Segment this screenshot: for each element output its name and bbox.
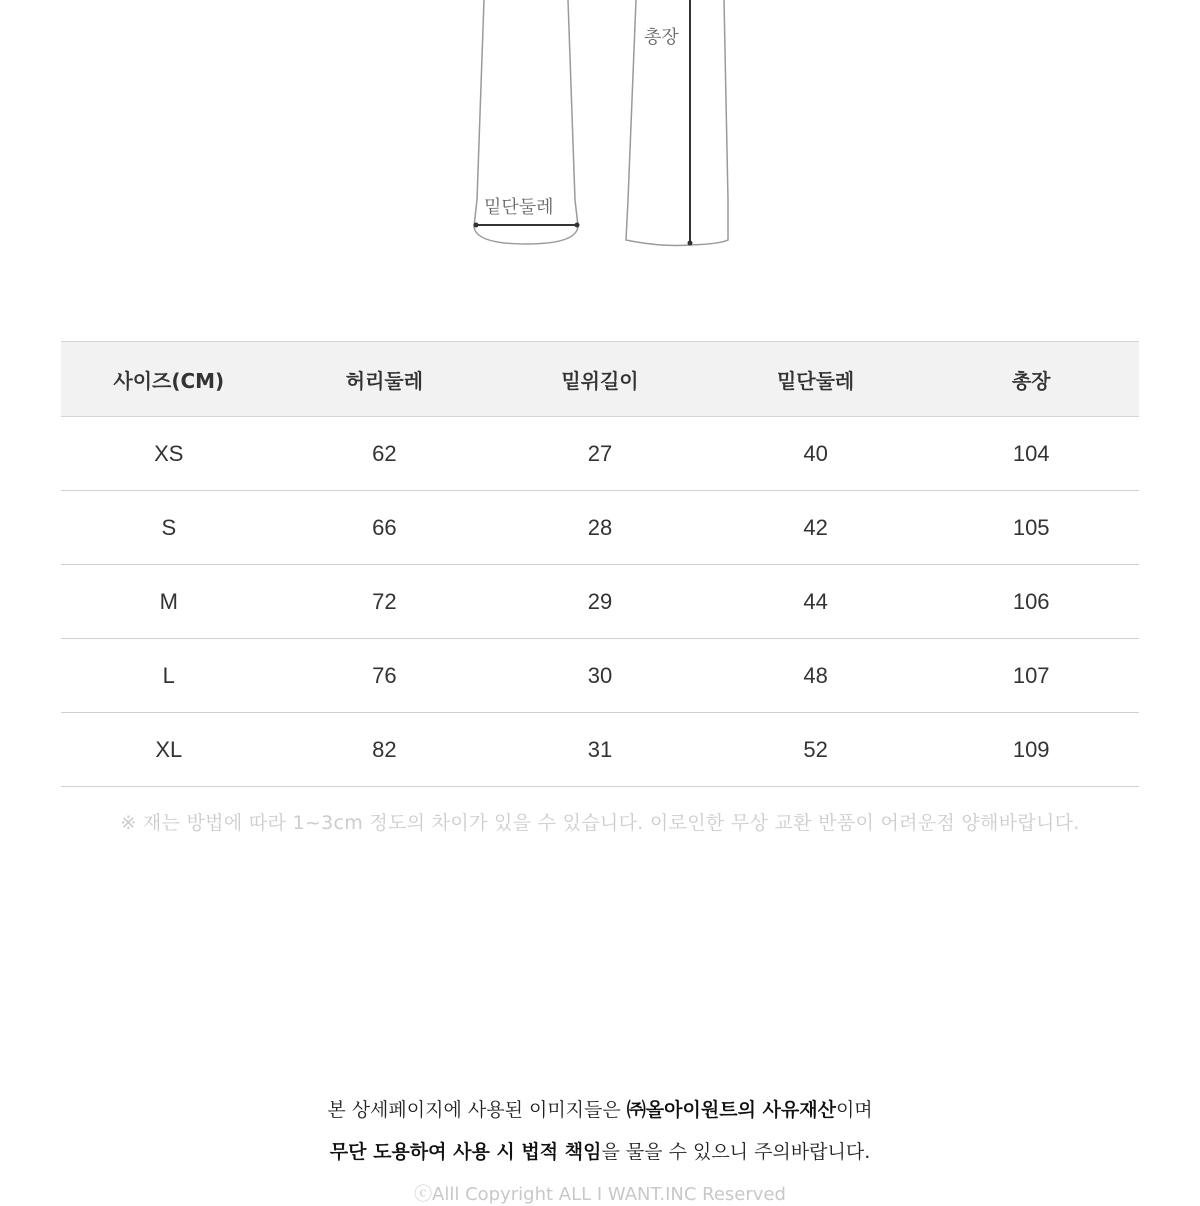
notice-bold-text: ㈜올아이원트의 사유재산 [626, 1099, 836, 1121]
cell-rise: 27 [492, 417, 708, 491]
cell-size: XL [61, 713, 277, 787]
cell-size: M [61, 565, 277, 639]
cell-length: 107 [923, 639, 1139, 713]
cell-length: 106 [923, 565, 1139, 639]
header-hem: 밑단둘레 [708, 342, 924, 417]
notice-text: 을 물을 수 있으니 주의바랍니다. [601, 1141, 871, 1163]
notice-text: 본 상세페이지에 사용된 이미지들은 [327, 1099, 627, 1121]
table-header-row [61, 342, 1139, 417]
header-waist: 허리둘레 [277, 342, 493, 417]
cell-hem: 40 [708, 417, 924, 491]
notice-text: 이며 [835, 1099, 873, 1121]
length-label: 총장 [644, 27, 679, 48]
cell-hem: 48 [708, 639, 924, 713]
cell-waist: 62 [277, 417, 493, 491]
header-length: 총장 [923, 342, 1139, 417]
table-row [61, 713, 1139, 787]
header-size: 사이즈(CM) [61, 342, 277, 417]
table-row [61, 491, 1139, 565]
cell-hem: 52 [708, 713, 924, 787]
cell-waist: 72 [277, 565, 493, 639]
cell-rise: 28 [492, 491, 708, 565]
pants-measurement-diagram [0, 0, 1200, 260]
table-row [61, 417, 1139, 491]
size-table [61, 341, 1139, 787]
table-row [61, 639, 1139, 713]
cell-waist: 66 [277, 491, 493, 565]
cell-size: L [61, 639, 277, 713]
measurement-note: ※ 재는 방법에 따라 1~3cm 정도의 차이가 있을 수 있습니다. 이로인한 무상 교환 반품이 어려운점 양해바랍니다. [120, 812, 1080, 834]
pants-outline [0, 0, 1200, 260]
cell-rise: 31 [492, 713, 708, 787]
hem-label: 밑단둘레 [484, 197, 554, 218]
cell-rise: 29 [492, 565, 708, 639]
header-rise: 밑위길이 [492, 342, 708, 417]
notice-bold-text: 무단 도용하여 사용 시 법적 책임 [329, 1141, 602, 1163]
cell-length: 104 [923, 417, 1139, 491]
table-row [61, 565, 1139, 639]
cell-rise: 30 [492, 639, 708, 713]
cell-length: 109 [923, 713, 1139, 787]
copyright-notice-line2 [0, 1137, 1200, 1164]
cell-hem: 42 [708, 491, 924, 565]
copyright-footer: ⓒAlll Copyright ALL I WANT.INC Reserved [414, 1184, 786, 1205]
cell-size: S [61, 491, 277, 565]
cell-size: XS [61, 417, 277, 491]
copyright-notice-line1 [0, 1095, 1200, 1122]
cell-waist: 76 [277, 639, 493, 713]
cell-length: 105 [923, 491, 1139, 565]
cell-waist: 82 [277, 713, 493, 787]
cell-hem: 44 [708, 565, 924, 639]
